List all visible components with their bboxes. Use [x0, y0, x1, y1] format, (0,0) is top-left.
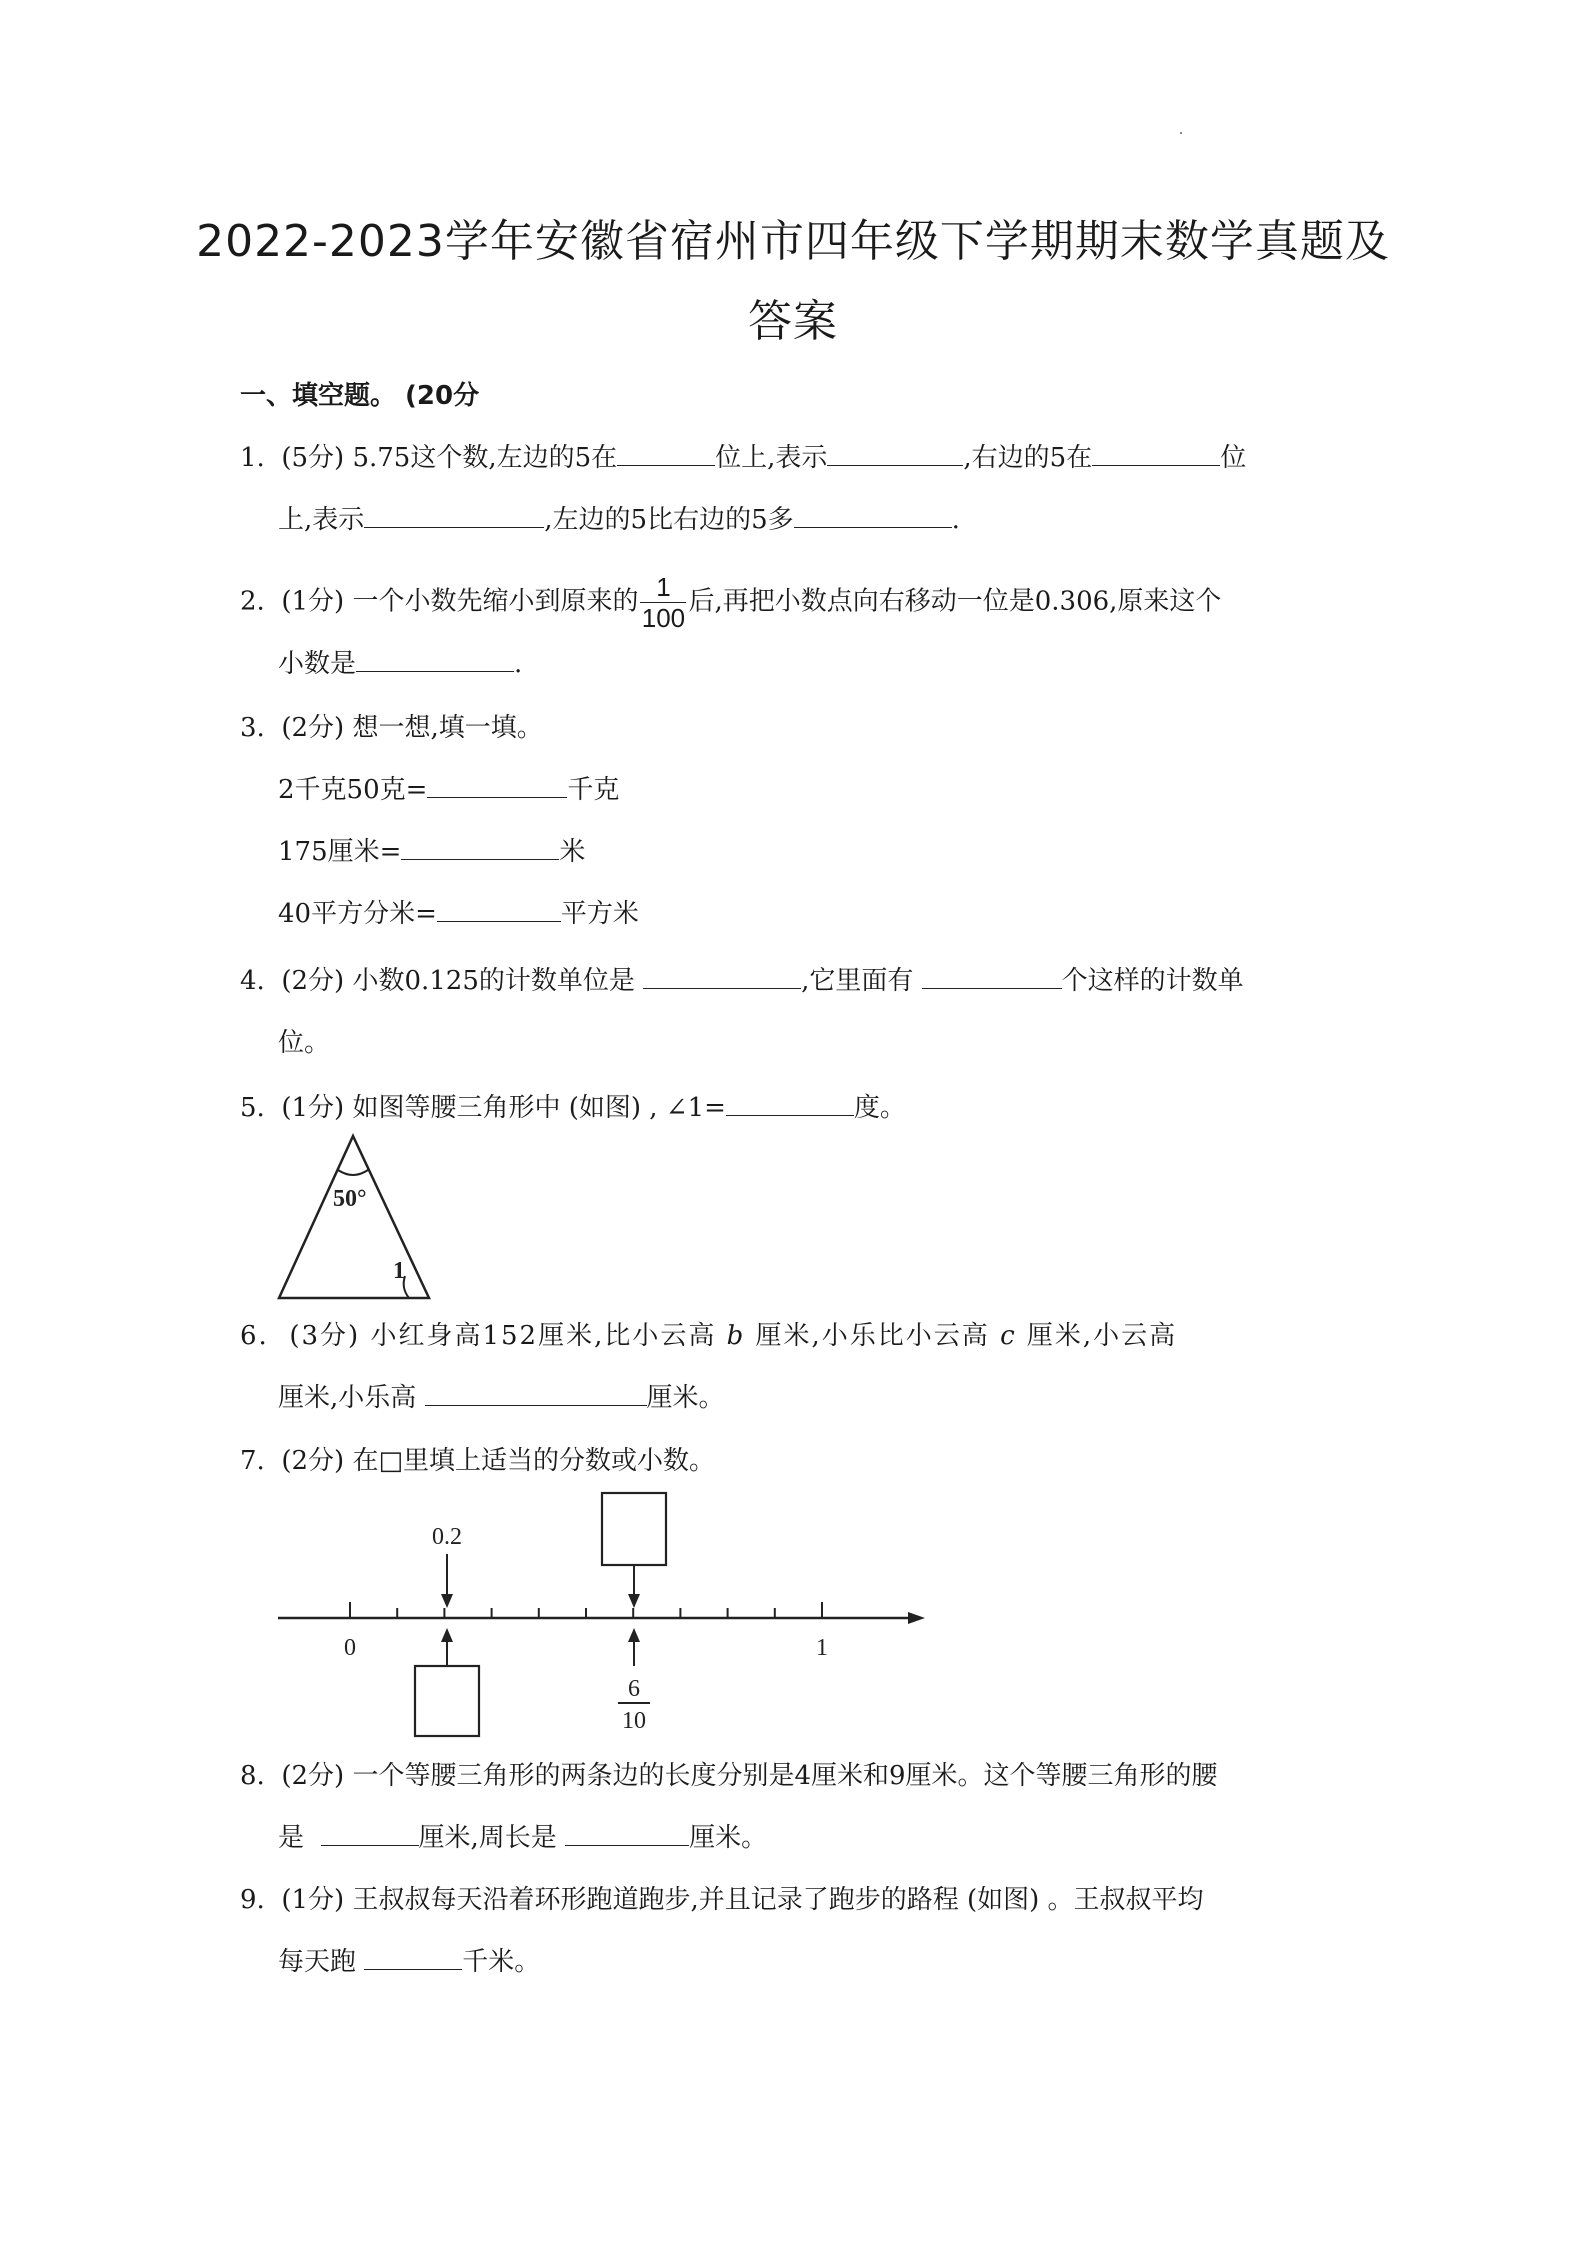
number-line-figure [270, 1488, 930, 1738]
q6-variable-b: b [726, 1321, 746, 1351]
q6-text-b: 厘米,小乐比小云高 [755, 1321, 990, 1351]
q8-text-a: (2分) 一个等腰三角形的两条边的长度分别是4厘米和9厘米。这个等腰三角形的腰 [281, 1761, 1218, 1791]
q1-text-c: ,右边的5在 [963, 443, 1093, 473]
q3-text-a: (2分) 想一想,填一填。 [281, 713, 543, 743]
q2-text-d: . [514, 649, 523, 679]
q1-blank-5[interactable] [794, 503, 952, 528]
q9-blank[interactable] [364, 1945, 462, 1970]
q3-blank-1[interactable] [427, 773, 567, 798]
q4-text-b: ,它里面有 [801, 966, 914, 996]
q8-line1 [240, 1758, 1218, 1794]
q4-text-c: 个这样的计数单 [1061, 966, 1244, 996]
q3-row2 [278, 834, 585, 870]
q3-row2-text: 175厘米= [278, 837, 402, 867]
q9-text-c: 千米。 [462, 1947, 541, 1977]
q4-text-a: (2分) 小数0.125的计数单位是 [281, 966, 635, 996]
q1-text-e: 上,表示 [278, 505, 365, 535]
q1-blank-3[interactable] [1092, 441, 1220, 466]
q5-line1 [240, 1090, 906, 1126]
arrowhead-up-frac [628, 1628, 640, 1642]
q3-row1 [278, 772, 619, 808]
q6-text-a: (3分) 小红身高152厘米,比小云高 [289, 1321, 717, 1351]
q3-row3 [278, 896, 639, 932]
q3-blank-3[interactable] [437, 897, 561, 922]
q7-number: 7. [240, 1446, 265, 1476]
q4-line2 [278, 1025, 330, 1061]
q2-fraction [640, 572, 686, 633]
q6-text-c: 厘米,小云高 [1026, 1321, 1178, 1351]
q4-text-d: 位。 [278, 1028, 331, 1058]
q8-text-d: 厘米。 [689, 1823, 768, 1853]
q2-text-c: 小数是 [278, 649, 357, 679]
q2-text-b: 后,再把小数点向右移动一位是0.306,原来这个 [688, 586, 1222, 617]
q2-text-a: (1分) 一个小数先缩小到原来的 [281, 586, 639, 617]
q8-blank-1[interactable] [321, 1821, 419, 1846]
page-title-line1: 2022-2023学年安徽省宿州市四年级下学期期末数学真题及 [196, 216, 1390, 267]
q1-text-a: (5分) 5.75这个数,左边的5在 [281, 443, 618, 473]
q3-row1-unit: 千克 [567, 775, 620, 805]
q5-text-a: (1分) 如图等腰三角形中 (如图) , ∠1= [281, 1093, 726, 1123]
q8-line2 [278, 1820, 767, 1856]
isosceles-triangle-figure [275, 1128, 435, 1303]
fraction-numerator: 6 [628, 1676, 640, 1702]
triangle-shape [279, 1136, 429, 1298]
q1-line2 [278, 502, 960, 538]
arrowhead-up-box [441, 1628, 453, 1642]
q6-line2 [278, 1380, 725, 1416]
q6-text-d: 厘米,小乐高 [278, 1383, 417, 1413]
q3-row2-unit: 米 [559, 837, 586, 867]
q3-row3-text: 40平方分米= [278, 899, 437, 929]
page-title-line2: 答案 [748, 296, 838, 347]
q2-line2 [278, 646, 522, 682]
section-heading: 一、填空题。 (20分 [240, 381, 480, 411]
q6-number: 6. [240, 1321, 269, 1351]
q3-line1 [240, 710, 543, 746]
q4-blank-2[interactable] [922, 964, 1062, 989]
q6-blank[interactable] [425, 1381, 647, 1406]
q5-text-b: 度。 [853, 1093, 906, 1123]
q9-text-a: (1分) 王叔叔每天沿着环形跑道跑步,并且记录了跑步的路程 (如图) 。王叔叔平均 [281, 1885, 1204, 1915]
label-0-2: 0.2 [432, 1524, 462, 1550]
answer-box-top[interactable] [602, 1493, 666, 1565]
q5-number: 5. [240, 1093, 265, 1123]
arrowhead-0-2 [441, 1594, 453, 1608]
q1-text-b: 位上,表示 [715, 443, 828, 473]
label-zero: 0 [344, 1635, 356, 1661]
q1-blank-4[interactable] [364, 503, 544, 528]
q6-variable-c: c [1000, 1321, 1017, 1351]
q1-text-d: 位 [1220, 443, 1247, 473]
q6-line1 [240, 1318, 1177, 1354]
q8-text-b: 是 [278, 1823, 305, 1853]
q7-line1 [240, 1443, 715, 1479]
fraction-denominator: 10 [622, 1708, 646, 1734]
q6-text-e: 厘米。 [646, 1383, 725, 1413]
q3-blank-2[interactable] [401, 835, 559, 860]
q3-number: 3. [240, 713, 265, 743]
q8-number: 8. [240, 1761, 265, 1791]
q4-number: 4. [240, 966, 265, 996]
axis-arrowhead [908, 1612, 925, 1624]
tick-marks [350, 1602, 822, 1618]
q3-row1-text: 2千克50克= [278, 775, 428, 805]
q1-text-g: . [951, 505, 960, 535]
label-one: 1 [816, 1635, 828, 1661]
q9-number: 9. [240, 1885, 265, 1915]
q1-text-f: ,左边的5比右边的5多 [544, 505, 794, 535]
q1-blank-2[interactable] [827, 441, 963, 466]
q3-row3-unit: 平方米 [560, 899, 639, 929]
q4-blank-1[interactable] [643, 964, 801, 989]
q1-blank-1[interactable] [617, 441, 715, 466]
q7-text-a: (2分) 在□里填上适当的分数或小数。 [281, 1446, 716, 1476]
arrowhead-box [628, 1594, 640, 1608]
answer-box-bottom[interactable] [415, 1666, 479, 1736]
q9-line1 [240, 1882, 1204, 1918]
q2-number: 2. [240, 586, 265, 617]
speck [1180, 132, 1182, 134]
q1-line1 [240, 440, 1246, 476]
q2-fraction-numerator: 1 [656, 572, 671, 602]
q8-text-c: 厘米,周长是 [418, 1823, 557, 1853]
top-angle-label: 50° [333, 1186, 367, 1212]
angle1-label: 1 [393, 1258, 405, 1284]
q1-number: 1. [240, 443, 265, 473]
q2-line1 [240, 572, 1221, 633]
q5-blank[interactable] [726, 1091, 854, 1116]
top-angle-arc [338, 1170, 368, 1175]
q9-line2 [278, 1944, 540, 1980]
q8-blank-2[interactable] [565, 1821, 689, 1846]
q9-text-b: 每天跑 [278, 1947, 357, 1977]
q2-fraction-denominator: 100 [641, 603, 686, 633]
q2-blank[interactable] [356, 647, 514, 672]
q4-line1 [240, 963, 1244, 999]
